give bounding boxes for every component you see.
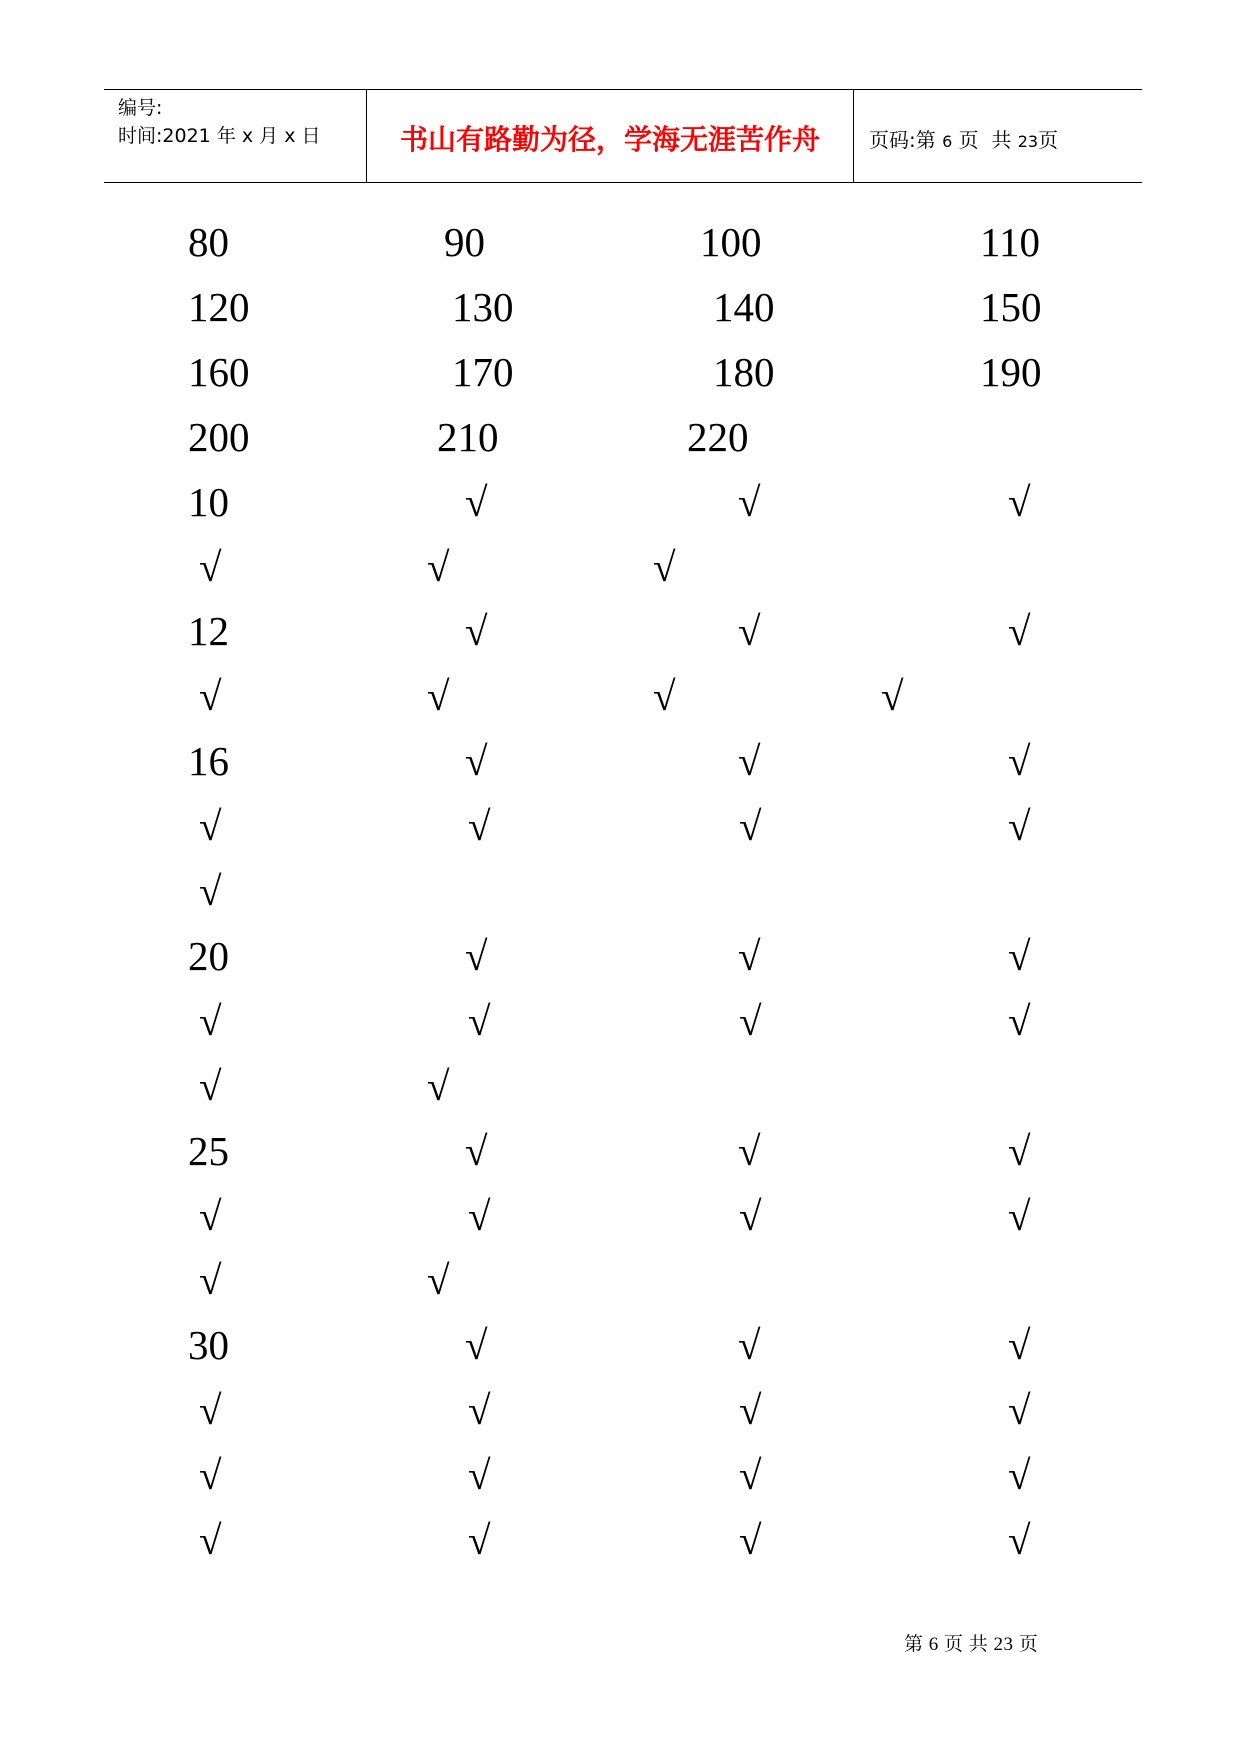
header-motto-cell bbox=[367, 90, 854, 182]
grid-number: 12 bbox=[188, 608, 229, 655]
check-mark: √ bbox=[427, 673, 450, 720]
check-mark: √ bbox=[738, 478, 761, 525]
check-mark: √ bbox=[1008, 803, 1031, 850]
check-mark: √ bbox=[1008, 1322, 1031, 1369]
grid-number: 210 bbox=[437, 413, 499, 460]
date-day: x bbox=[284, 125, 296, 147]
page-number: 6 bbox=[942, 132, 953, 151]
check-mark: √ bbox=[739, 1517, 762, 1563]
check-mark: √ bbox=[199, 1192, 222, 1239]
check-mark: √ bbox=[468, 997, 491, 1044]
check-mark: √ bbox=[199, 543, 222, 590]
date-year: 2021 bbox=[162, 125, 211, 147]
grid-number: 160 bbox=[188, 348, 250, 395]
check-mark: √ bbox=[465, 738, 488, 785]
check-mark: √ bbox=[199, 1062, 222, 1109]
check-mark: √ bbox=[739, 1387, 762, 1434]
page-label: 页码: bbox=[869, 128, 916, 152]
grid-number: 120 bbox=[188, 283, 250, 330]
check-mark: √ bbox=[427, 1257, 450, 1304]
total-unit: 页 bbox=[1038, 128, 1059, 152]
grid-number: 150 bbox=[980, 283, 1042, 330]
check-mark: √ bbox=[653, 543, 676, 590]
grid-number: 140 bbox=[713, 283, 775, 330]
footer-prefix: 第 bbox=[904, 1634, 924, 1655]
header-motto: 书山有路勤为径，学海无涯苦作舟 bbox=[399, 123, 820, 156]
check-mark: √ bbox=[1008, 608, 1031, 655]
document-date bbox=[118, 121, 321, 148]
check-mark: √ bbox=[1008, 1192, 1031, 1239]
check-mark: √ bbox=[465, 932, 488, 979]
check-mark: √ bbox=[739, 1452, 762, 1499]
grid-number: 180 bbox=[713, 348, 775, 395]
check-mark: √ bbox=[427, 543, 450, 590]
check-mark: √ bbox=[739, 803, 762, 850]
check-mark: √ bbox=[468, 1517, 491, 1563]
check-mark: √ bbox=[653, 673, 676, 720]
check-mark: √ bbox=[1008, 1517, 1031, 1563]
check-mark: √ bbox=[739, 1192, 762, 1239]
grid-number: 190 bbox=[980, 348, 1042, 395]
check-mark: √ bbox=[199, 673, 222, 720]
footer-page-unit: 页 bbox=[944, 1634, 964, 1655]
grid-number: 10 bbox=[188, 478, 229, 525]
page-unit: 页 bbox=[958, 128, 979, 152]
grid-number: 80 bbox=[188, 219, 229, 265]
check-mark: √ bbox=[199, 868, 222, 914]
check-mark: √ bbox=[465, 1127, 488, 1174]
page-prefix: 第 bbox=[915, 128, 936, 152]
grid-number: 100 bbox=[700, 219, 762, 265]
grid-number: 20 bbox=[188, 932, 229, 979]
check-mark: √ bbox=[468, 803, 491, 850]
grid-number: 200 bbox=[188, 413, 250, 460]
check-mark: √ bbox=[468, 1192, 491, 1239]
grid-number: 170 bbox=[452, 348, 514, 395]
header-info-cell bbox=[104, 90, 367, 182]
grid-number: 30 bbox=[188, 1322, 229, 1369]
check-mark: √ bbox=[465, 478, 488, 525]
footer-page: 6 bbox=[928, 1634, 939, 1655]
date-prefix: 时间: bbox=[118, 125, 163, 147]
check-mark: √ bbox=[738, 1127, 761, 1174]
header-page-cell bbox=[855, 90, 1142, 182]
check-mark: √ bbox=[427, 1062, 450, 1109]
page-header bbox=[104, 89, 1142, 183]
footer-total-prefix: 共 bbox=[968, 1634, 989, 1655]
date-year-unit: 年 bbox=[216, 125, 236, 147]
grid-number: 220 bbox=[687, 413, 749, 460]
check-mark: √ bbox=[468, 1452, 491, 1499]
check-mark: √ bbox=[1008, 478, 1031, 525]
footer-total-unit: 页 bbox=[1018, 1634, 1039, 1655]
check-mark: √ bbox=[881, 673, 904, 720]
check-mark: √ bbox=[738, 738, 761, 785]
document-number-label: 编号: bbox=[118, 97, 163, 119]
total-prefix: 共 bbox=[991, 128, 1012, 152]
check-mark: √ bbox=[1008, 997, 1031, 1044]
check-mark: √ bbox=[199, 1257, 222, 1304]
check-mark: √ bbox=[738, 1322, 761, 1369]
total-pages: 23 bbox=[1017, 132, 1039, 151]
check-mark: √ bbox=[1008, 1127, 1031, 1174]
check-mark: √ bbox=[465, 1322, 488, 1369]
check-mark: √ bbox=[738, 932, 761, 979]
check-mark: √ bbox=[1008, 932, 1031, 979]
check-mark: √ bbox=[1008, 1387, 1031, 1434]
date-day-unit: 日 bbox=[301, 125, 321, 147]
grid-number: 25 bbox=[188, 1127, 229, 1174]
footer-total: 23 bbox=[993, 1634, 1014, 1655]
check-mark: √ bbox=[1008, 738, 1031, 785]
header-page-indicator bbox=[869, 124, 1058, 153]
check-mark: √ bbox=[738, 608, 761, 655]
date-month-unit: 月 bbox=[259, 125, 279, 147]
check-mark: √ bbox=[739, 997, 762, 1044]
check-mark: √ bbox=[1008, 1452, 1031, 1499]
date-month: x bbox=[241, 125, 254, 147]
check-mark: √ bbox=[199, 997, 222, 1044]
check-mark: √ bbox=[199, 803, 222, 850]
grid-number: 90 bbox=[444, 219, 485, 265]
check-mark: √ bbox=[199, 1387, 222, 1434]
check-mark: √ bbox=[199, 1517, 222, 1563]
check-mark: √ bbox=[465, 608, 488, 655]
grid-number: 110 bbox=[980, 219, 1040, 265]
grid-number: 16 bbox=[188, 738, 229, 785]
check-mark: √ bbox=[199, 1452, 222, 1499]
grid-number: 130 bbox=[452, 283, 514, 330]
check-mark: √ bbox=[468, 1387, 491, 1434]
page-footer bbox=[904, 1629, 1038, 1656]
